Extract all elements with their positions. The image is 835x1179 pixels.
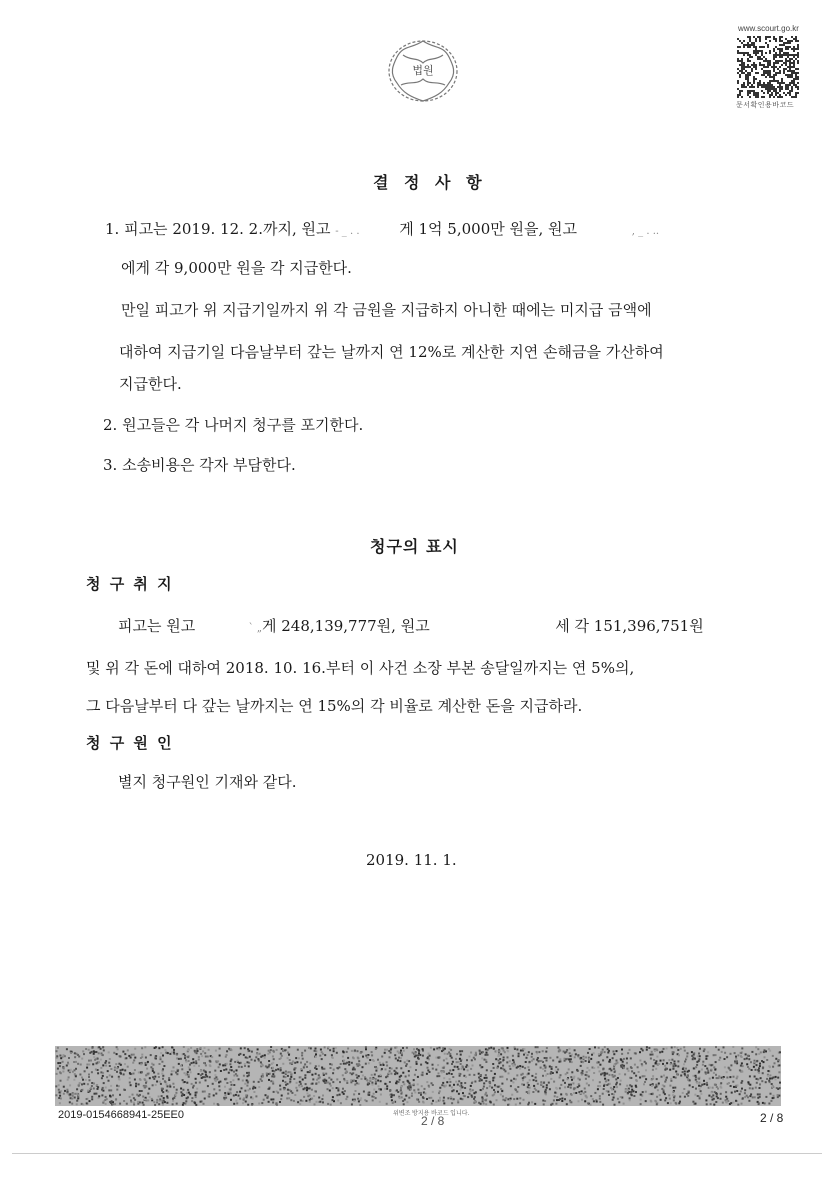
page-number-center: 2 / 8: [421, 1114, 445, 1128]
decision-item1-line5: 지급한다.: [119, 375, 182, 393]
claim-purpose-line1-a: 피고는 원고: [118, 617, 196, 635]
decision-item1-line2: 에게 각 9,000만 원을 각 지급한다.: [121, 259, 352, 277]
decision-title: 결 정 사 항: [373, 173, 487, 192]
document-id: 2019-0154668941-25EE0: [58, 1109, 185, 1121]
claim-cause-text: 별지 청구원인 기재와 같다.: [118, 773, 297, 791]
claim-purpose-line3: 그 다음날부터 다 갚는 날까지는 연 15%의 각 비율로 계산한 돈을 지급하라.: [86, 697, 583, 715]
divider: [12, 1153, 822, 1154]
document-date: 2019. 11. 1.: [366, 851, 457, 869]
anti-forgery-barcode: [55, 1046, 781, 1106]
decision-item1-line3: 만일 피고가 위 지급기일까지 위 각 금원을 지급하지 아니한 때에는 미지급 금액에: [121, 301, 652, 319]
decision-item3: 3. 소송비용은 각자 부담한다.: [103, 456, 296, 474]
emblem-label: 법원: [412, 64, 434, 77]
claim-purpose-heading: 청 구 취 지: [86, 575, 174, 593]
decision-item1-line1-start: 1. 피고는 2019. 12. 2.까지, 원고: [105, 220, 331, 238]
court-emblem: [383, 35, 463, 107]
page-number-right: 2 / 8: [760, 1111, 784, 1125]
decision-item2: 2. 원고들은 각 나머지 청구를 포기한다.: [103, 416, 364, 434]
decision-item1-line1-mid: 게 1억 5,000만 원을, 원고: [399, 220, 578, 238]
claim-cause-heading: 청 구 원 인: [86, 734, 174, 752]
claim-purpose-line2: 및 위 각 돈에 대하여 2018. 10. 16.부터 이 사건 소장 부본 송달일까지는 연 5%의,: [86, 659, 635, 677]
footer-note: 위변조 방지용 바코드 입니다.: [393, 1111, 470, 1117]
redacted-name: - _ . .: [335, 226, 360, 237]
claim-purpose-line1-c: 세 각 151,396,751원: [555, 617, 704, 635]
qr-url: www.scourt.go.kr: [738, 24, 799, 33]
claim-purpose-line1: [118, 616, 704, 639]
qr-caption: 문서확인용바코드: [736, 102, 795, 109]
redacted-name: , _ . ..: [631, 226, 660, 237]
decision-item1-line1: [105, 219, 752, 242]
redacted-name: ` „: [248, 623, 262, 634]
claim-title: 청구의 표시: [370, 537, 459, 556]
decision-item1-line4: 대하여 지급기일 다음날부터 갚는 날까지 연 12%로 계산한 지연 손해금을 가산하여: [119, 343, 664, 361]
qr-code-icon: [737, 36, 799, 98]
claim-purpose-line1-b: 게 248,139,777원, 원고: [262, 617, 430, 635]
